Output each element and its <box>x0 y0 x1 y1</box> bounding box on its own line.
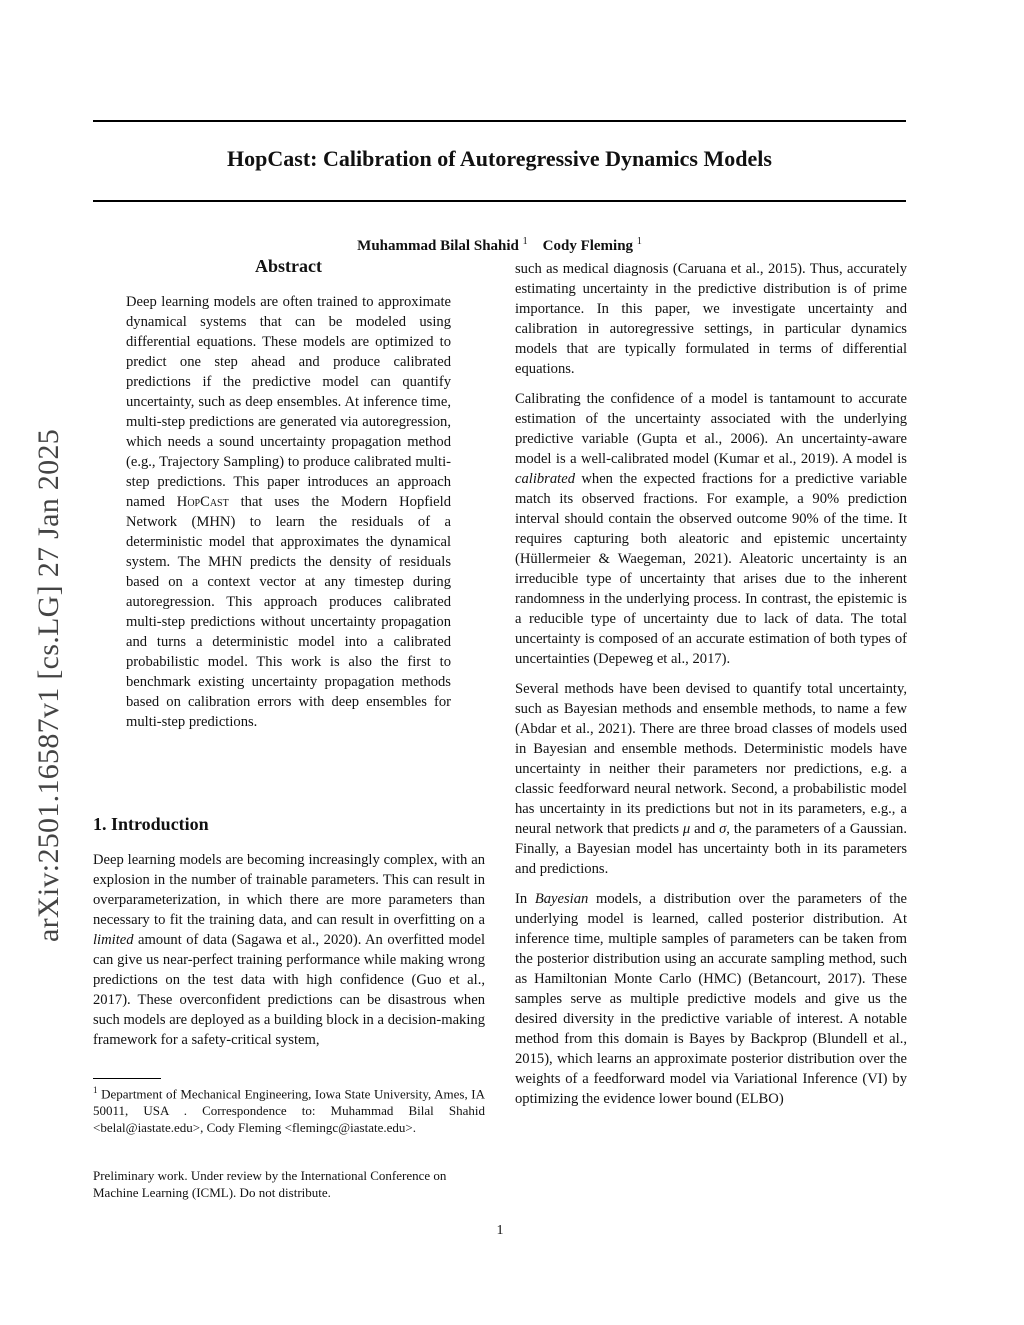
paragraph-text: models, a distribution over the parameters of the underlying model is learned, called posterior distribution. At inference time, multiple samples of parameters can be taken from the posterior distribution using an accurate sampling method, such as Hamiltonian Monte Carlo (HMC) (Betancourt, 2017). These samples serve as multiple predictive models and give us the desired diversity in the predictive variable of interest. A notable method from this domain is Bayes by Backprop (Blundell et al., 2015), which learns an approximate posterior distribution over the weights of a feedforward model via Variational Inference (VI) by optimizing the evidence lower bound (ELBO) <box>515 891 907 1107</box>
paragraph-text: Several methods have been devised to quantify total uncertainty, such as Bayesian methods and ensemble methods, to name a few (Abdar et al., 2021). There are three broad classes of models used in Bayesian and ensemble methods. Deterministic models have uncertainty in neither their parameters nor predictions, e.g. a classic feedforward neural network. Second, a probabilistic model has uncertainty in its predictions but not in its parameters, e.g., a neural network that predicts <box>515 681 907 837</box>
footnote-text: Department of Mechanical Engineering, Iowa State University, Ames, IA 50011, USA . Correspondence to: Muhammad Bilal Shahid <belal@iastate.edu>, Cody Fleming <flemingc@iastate.edu>. <box>93 1086 485 1136</box>
arxiv-identifier: arXiv:2501.16587v1 [cs.LG] 27 Jan 2025 <box>32 429 65 942</box>
abstract-text: that uses the Modern Hopfield Network (MHN) to learn the residuals of a deterministic model that approximates the dynamical system. The MHN predicts the density of residuals based on a context vector at any timestep during autoregression. This approach produces calibrated multi-step predictions without uncertainty propagation and turns a deterministic model into a calibrated probabilistic model. This work is also the first to benchmark existing uncertainty propagation methods based on calibration errors with deep ensembles for multi-step predictions. <box>126 494 451 730</box>
author-name: Cody Fleming <box>542 238 634 254</box>
section-heading-introduction: 1. Introduction <box>93 814 209 834</box>
paragraph-text: Deep learning models are becoming increasingly complex, with an explosion in the number of trainable parameters. This can result in overparameterization, in which there are more parameters than necessary to fit the training data, and can result in overfitting on a <box>93 852 485 928</box>
abstract-text: Deep learning models are often trained to approximate dynamical systems that can be modeled using differential equations. These models are optimized to predict one step ahead and produce calibrated predictions if the predictive model can quantify uncertainty, such as deep ensembles. At inference time, multi-step predictions are generated via autoregression, which needs a sound uncertainty propagation method (e.g., Trajectory Sampling) to produce calibrated multi-step predictions. This paper introduces an approach named <box>126 294 451 510</box>
author-line <box>93 236 906 255</box>
footnote <box>93 1082 485 1136</box>
abstract-heading: Abstract <box>255 256 322 276</box>
paragraph <box>515 679 907 879</box>
introduction-paragraph <box>93 850 485 1050</box>
paragraph-text: when the expected fractions for a predictive variable match its observed fractions. For example, a 90% prediction interval should contain the observed outcome 90% of the time. It requires capturing both aleatoric and epistemic uncertainty (Hüllermeier & Waegeman, 2021). Aleatoric uncertainty is an irreducible type of uncertainty that arises due to the inherent randomness in the underlying process. In contrast, the epistemic is a reducible type of uncertainty due to lack of data. The total uncertainty is composed of an accurate estimation of both types of uncertainties (Depeweg et al., 2017). <box>515 471 907 667</box>
method-name: HopCast <box>176 494 229 510</box>
paragraph: such as medical diagnosis (Caruana et al., 2015). Thus, accurately estimating uncertainty in the predictive distribution is of prime importance. In this paper, we investigate uncertainty and calibration in autoregressive settings, in particular dynamics models that are typically formulated in terms of differential equations. <box>515 261 907 377</box>
math-symbol: μ <box>682 821 691 837</box>
paragraph-text: In <box>515 891 535 907</box>
top-rule <box>93 120 906 122</box>
page-number: 1 <box>496 1223 504 1238</box>
title-bottom-rule <box>93 200 906 202</box>
math-symbol: σ <box>719 821 727 837</box>
abstract-body <box>126 292 451 732</box>
paragraph <box>515 389 907 669</box>
paragraph <box>515 889 907 1109</box>
paragraph-text: amount of data (Sagawa et al., 2020). An overfitted model can give us near-perfect training performance while making wrong predictions on the test data with high confidence (Guo et al., 2017). These overconfident predictions can be disastrous when such models are deployed as a building block in a decision-making framework for a safety-critical system, <box>93 932 485 1048</box>
paragraph-text: Calibrating the confidence of a model is tantamount to accurate estimation of the uncertainty associated with the underlying predictive variable (Gupta et al., 2006). An uncertainty-aware model is a well-calibrated model (Kumar et al., 2019). A model is <box>515 391 907 467</box>
author-affiliation-mark: 1 <box>522 236 528 247</box>
emphasis-text: limited <box>93 932 134 948</box>
paragraph-text: and <box>690 821 720 837</box>
author-name: Muhammad Bilal Shahid <box>357 238 519 254</box>
footnote-mark: 1 <box>93 1085 98 1095</box>
author-affiliation-mark: 1 <box>636 236 642 247</box>
footnote-rule <box>93 1078 161 1079</box>
paper-title: HopCast: Calibration of Autoregressive Dynamics Models <box>227 146 772 171</box>
paragraph-text: , the parameters of a Gaussian. Finally, a Bayesian model has uncertainty both in its parameters and predictions. <box>515 821 907 877</box>
right-column <box>515 259 907 1109</box>
emphasis-text: calibrated <box>515 471 575 487</box>
preliminary-notice: Preliminary work. Under review by the International Conference on Machine Learning (ICML). Do not distribute. <box>93 1168 447 1200</box>
emphasis-text: Bayesian <box>534 891 589 907</box>
